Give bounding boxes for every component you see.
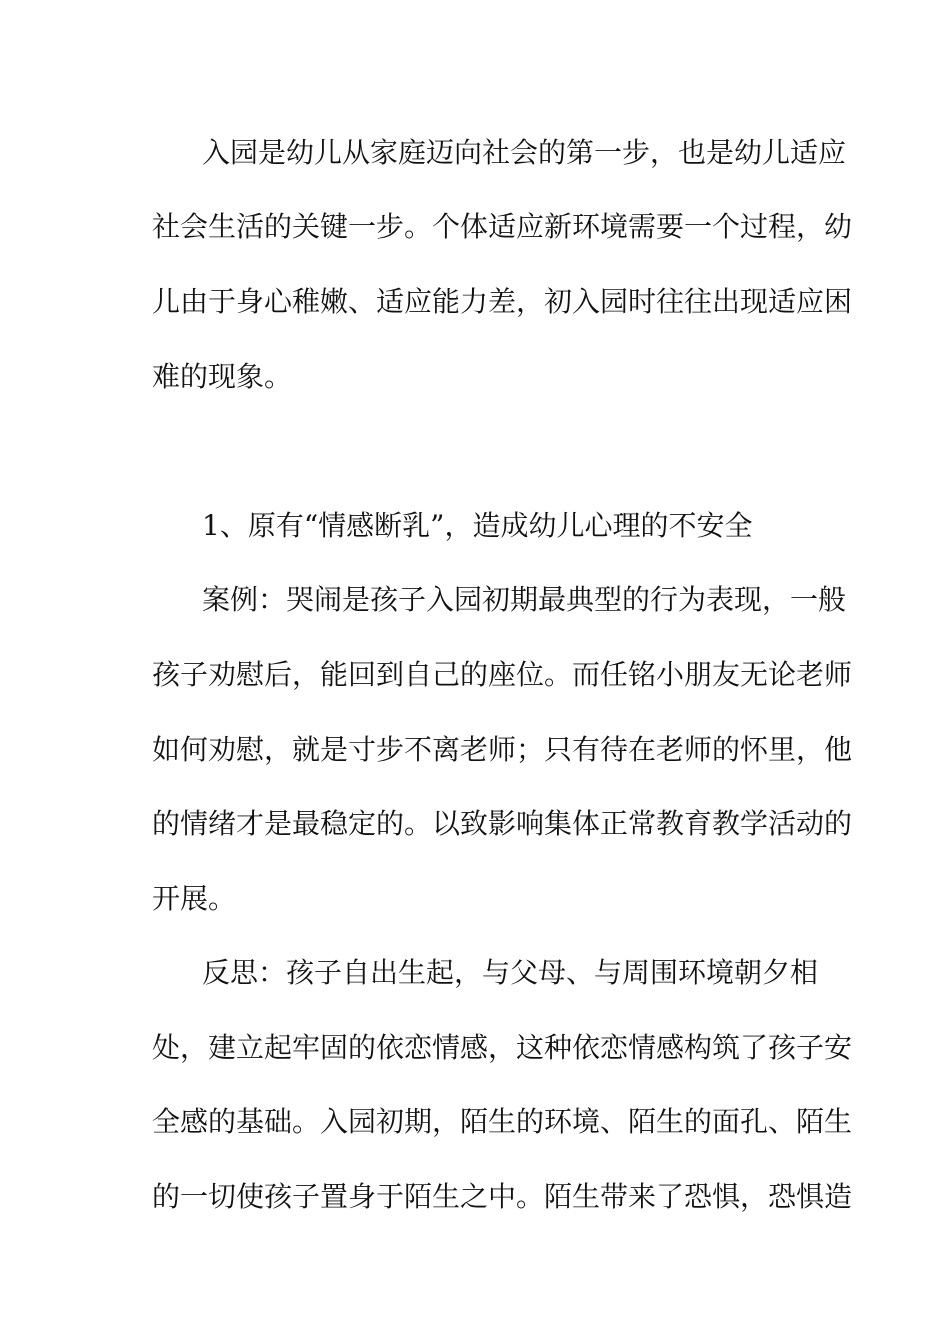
case-line-3: 如何劝慰，就是寸步不离老师；只有待在老师的怀里，他 xyxy=(152,733,853,766)
reflection-line-3: 全感的基础。入园初期，陌生的环境、陌生的面孔、陌生 xyxy=(152,1105,853,1138)
intro-line-3: 儿由于身心稚嫩、适应能力差，初入园时往往出现适应困 xyxy=(152,285,853,318)
intro-line-4: 难的现象。 xyxy=(152,360,293,393)
reflection-line-2: 处，建立起牢固的依恋情感，这种依恋情感构筑了孩子安 xyxy=(152,1031,853,1064)
case-line-1: 案例：哭闹是孩子入园初期最典型的行为表现，一般 xyxy=(202,583,847,616)
section-heading: 1、原有“情感断乳”，造成幼儿心理的不安全 xyxy=(202,509,753,542)
reflection-line-4: 的一切使孩子置身于陌生之中。陌生带来了恐惧，恐惧造 xyxy=(152,1180,853,1213)
case-line-5: 开展。 xyxy=(152,882,237,915)
case-line-4: 的情绪才是最稳定的。以致影响集体正常教育教学活动的 xyxy=(152,807,853,840)
intro-line-2: 社会生活的关键一步。个体适应新环境需要一个过程，幼 xyxy=(152,210,853,243)
intro-line-1: 入园是幼儿从家庭迈向社会的第一步，也是幼儿适应 xyxy=(202,136,847,169)
reflection-line-1: 反思：孩子自出生起，与父母、与周围环境朝夕相 xyxy=(202,956,819,989)
case-line-2: 孩子劝慰后，能回到自己的座位。而任铭小朋友无论老师 xyxy=(152,658,853,691)
